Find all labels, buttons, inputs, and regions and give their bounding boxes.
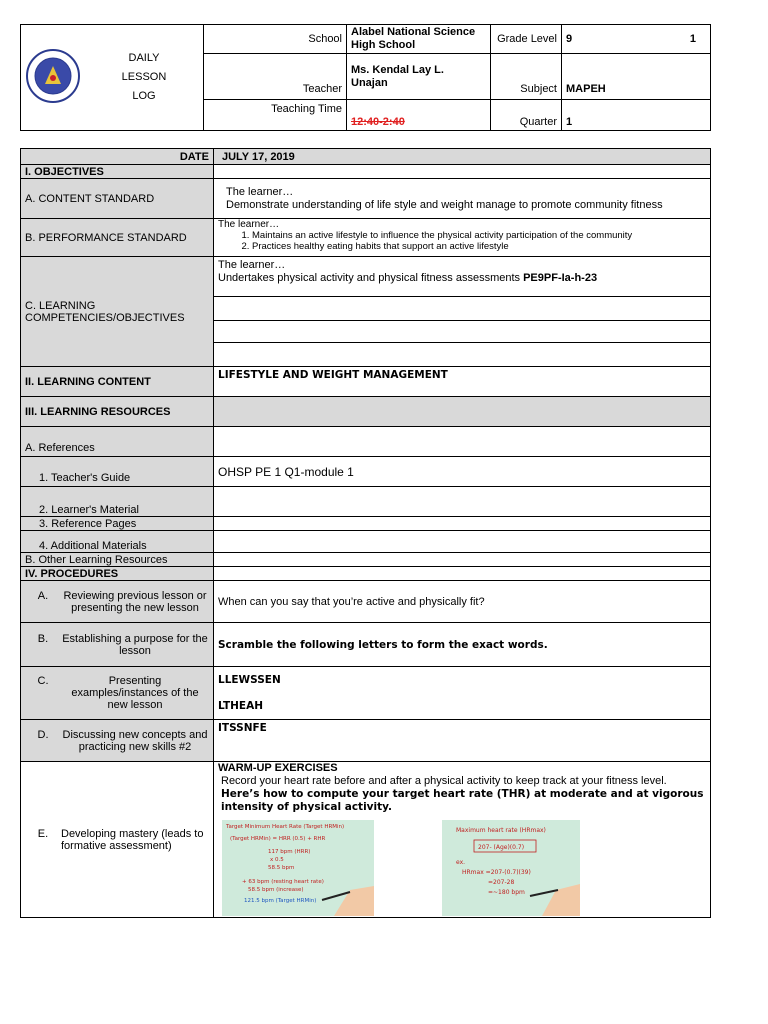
card1-line4: 58.5 bpm: [268, 865, 295, 871]
card1-title: Target Minimum Heart Rate (Target HRMin): [226, 824, 345, 830]
title-cell: [85, 25, 204, 131]
card2-line1: 207- (Age)(0.7): [478, 844, 525, 851]
date-label: DATE: [21, 149, 214, 165]
card1-line3: x 0.5: [270, 857, 284, 863]
additional-materials-label: 4. Additional Materials: [21, 531, 214, 553]
proc-d-label: D. Discussing new concepts and practicing new skills #2: [21, 720, 214, 762]
deped-seal-icon: [25, 48, 81, 104]
title-line3: LOG: [132, 90, 156, 102]
card2-line5: =~180 bpm: [488, 889, 525, 896]
seal-cell: [21, 25, 86, 131]
other-resources-label: B. Other Learning Resources: [21, 553, 214, 567]
proc-e-label: E. Developing mastery (leads to formative assessment): [21, 762, 214, 918]
card2-line2: ex.: [456, 859, 466, 866]
card1-line6: 58.5 bpm (increase): [248, 887, 304, 893]
proc-a-label: A. Reviewing previous lesson or presenting the new lesson: [21, 581, 214, 623]
perf-item-2: 2. Practices healthy eating habits that support an active lifestyle: [252, 241, 706, 252]
header-table: [20, 24, 711, 131]
grade-label: Grade Level: [491, 25, 562, 54]
procedures-heading: IV. PROCEDURES: [21, 567, 214, 581]
competencies-value: The learner… Undertakes physical activity and physical fitness assessments PE9PF-Ia-h-23: [214, 257, 711, 297]
time-label: Teaching Time: [204, 100, 347, 131]
card1-line7: 121.5 bpm (Target HRMin): [244, 898, 317, 904]
learning-content-value: LIFESTYLE AND WEIGHT MANAGEMENT: [214, 367, 711, 397]
teachers-guide-value: OHSP PE 1 Q1-module 1: [214, 457, 711, 487]
date-value: JULY 17, 2019: [214, 149, 711, 165]
proc-d-value: ITSSNFE: [214, 720, 711, 762]
content-standard-label: A. CONTENT STANDARD: [21, 179, 214, 219]
max-heart-rate-card: [442, 820, 580, 916]
teacher-label: Teacher: [204, 54, 347, 100]
card1-line1: (Target HRMin) = HRR (0.5) + RHR: [230, 836, 326, 842]
learning-resources-label: III. LEARNING RESOURCES: [21, 397, 214, 427]
title-line1: DAILY: [128, 52, 160, 64]
proc-c-value: LLEWSSEN LTHEAH: [214, 667, 711, 720]
objectives-heading: I. OBJECTIVES: [21, 165, 214, 179]
learning-content-label: II. LEARNING CONTENT: [21, 367, 214, 397]
proc-a-value: When can you say that you’re active and physically fit?: [214, 581, 711, 623]
quarter-value: 1: [562, 100, 711, 131]
card2-line4: =207-28: [488, 879, 515, 886]
time-value: 12:40-2:40: [351, 116, 405, 128]
card2-line3: HRmax =207-(0.7)(39): [462, 869, 531, 876]
proc-c-label: C. Presenting examples/instances of the new lesson: [21, 667, 214, 720]
proc-e-value: WARM-UP EXERCISES Record your heart rate before and after a physical activity to keep track at your fitness level. Here’s how to compute your target heart rate (THR) at moderate and at vigorous intensity of physical activity. Target Minimum Heart Rate (Target HRMin) (Target HRMin) = HRR (0.5) + RHR 117 bpm (HRR) x 0.5 58.5 bpm + 63 bpm (resting heart rate) 58.5 bpm (increase) 121.5 bpm (Target HRMin) Maximum heart rate (HRmax) 207- (Age)(0.7) ex. HRmax =207-(0.7)(39) =207-28 =~180 bpm: [214, 762, 711, 918]
reference-pages-label: 3. Reference Pages: [21, 517, 214, 531]
learners-material-label: 2. Learner's Material: [21, 487, 214, 517]
card2-title: Maximum heart rate (HRmax): [456, 827, 546, 834]
teachers-guide-label: 1. Teacher's Guide: [21, 457, 214, 487]
references-label: A. References: [21, 427, 214, 457]
proc-b-label: B. Establishing a purpose for the lesson: [21, 623, 214, 667]
card1-line5: + 63 bpm (resting heart rate): [242, 879, 324, 885]
card1-line2: 117 bpm (HRR): [268, 849, 311, 855]
school-value: Alabel National Science High School: [347, 25, 491, 54]
school-label: School: [204, 25, 347, 54]
proc-b-value: Scramble the following letters to form the exact words.: [214, 623, 711, 667]
performance-standard-label: B. PERFORMANCE STANDARD: [21, 219, 214, 257]
performance-standard-value: The learner… 1. Maintains an active lifestyle to influence the physical activity participation of the community 2. Practices healthy eating habits that support an active lifestyle: [214, 219, 711, 257]
quarter-label: Quarter: [491, 100, 562, 131]
teacher-value: Ms. Kendal Lay L. Unajan: [347, 54, 491, 100]
subject-value: MAPEH: [562, 54, 711, 100]
content-standard-value: The learner… Demonstrate understanding of life style and weight manage to promote community fitness: [214, 179, 711, 219]
perf-item-1: 1. Maintains an active lifestyle to influence the physical activity participation of the community: [252, 230, 706, 241]
target-min-heart-rate-card: [222, 820, 374, 916]
title-line2: LESSON: [121, 71, 167, 83]
grade-value: 9 1: [562, 25, 711, 54]
competencies-label: C. LEARNING COMPETENCIES/OBJECTIVES: [21, 257, 214, 367]
subject-label: Subject: [491, 54, 562, 100]
lesson-table: [20, 148, 711, 918]
